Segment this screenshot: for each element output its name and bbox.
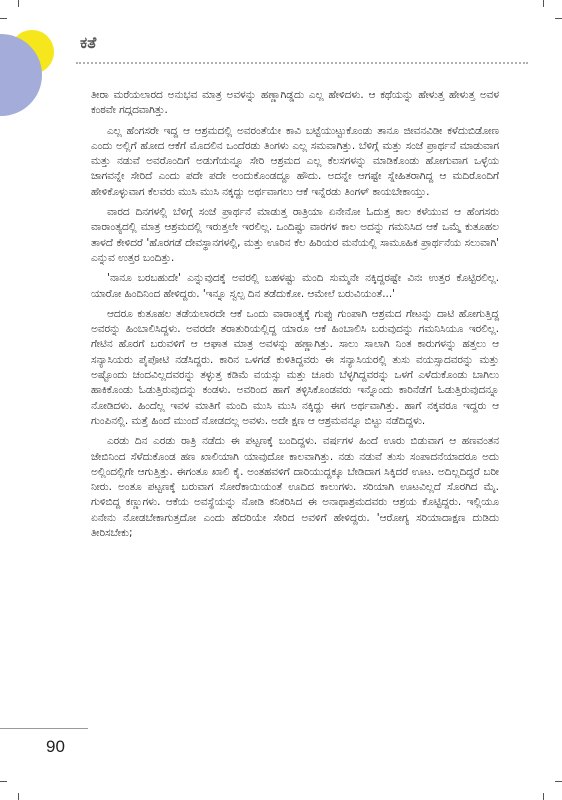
crop-mark xyxy=(543,793,544,800)
paragraph: 'ನಾನೂ ಬರಬಹುದೇ' ಎನ್ನುವುದಕ್ಕೆ ಅವರಲ್ಲಿ ಬಹಳಷ್ಟು ಮಂದಿ ಸುಮ್ಮನೇ ನಕ್ಕಿದ್ದರಷ್ಟೇ ವಿನಃ ಉತ್ತರ ಕೊಟ್ಟಿರಲಿಲ್ಲ. ಯಾರೋ ಹಿಂದಿನಿಂದ ಹೇಳಿದ್ದರು. 'ಇನ್ನೂ ಸ್ವಲ್ಪ ದಿನ ತಡೆದುಕೋ. ಆಮೇಲೆ ಬರುವಿಯಂತೆ...' xyxy=(91,272,499,300)
body-text xyxy=(91,88,499,546)
footer-rule xyxy=(0,728,88,729)
header-dotted-rule xyxy=(76,62,528,64)
paragraph: ಎರಡು ದಿನ ಎರಡು ರಾತ್ರಿ ನಡೆದು ಈ ಪಟ್ಟಣಕ್ಕೆ ಬಂದಿದ್ದಳು. ವರ್ಷಗಳ ಹಿಂದೆ ಊರು ಬಿಡುವಾಗ ಆ ಹಣವಂತನ ಜೇಬಿನಿಂದ ಸೆಳೆದುಕೊಂಡ ಹಣ ಖಾಲಿಯಾಗಿ ಯಾವುದೋ ಕಾಲವಾಗಿತ್ತು. ನಡು ನಡುವೆ ತುಸು ಸಂಪಾದನೆಯಾದರೂ ಅದು ಅಲ್ಲಿಂದಲ್ಲಿಗೇ ಆಗುತ್ತಿತ್ತು. ಈಗಂತೂ ಖಾಲಿ ಕೈ. ಅಂತಹವಳಿಗೆ ದಾರಿಯುದ್ದಕ್ಕೂ ಬೇಡಿದಾಗ ಸಿಕ್ಕಿದರೆ ಊಟ. ಅದಿಲ್ಲದಿದ್ದರೆ ಬರೀ ನೀರು. ಅಂತೂ ಪಟ್ಟಣಕ್ಕೆ ಬರುವಾಗ ಸೋರೆಕಾಯಿಯಂತೆ ಊದಿದ ಕಾಲುಗಳು. ಸರಿಯಾಗಿ ಊಟವಿಲ್ಲದೆ ಸೊರಗಿದ ಮೈ. ಗುಳಿಬಿದ್ದ ಕಣ್ಣುಗಳು. ಆಕೆಯ ಅವಸ್ಥೆಯನ್ನು ನೋಡಿ ಕನಿಕರಿಸಿದ ಈ ಅನಾಥಾಶ್ರಮದವರು ಆಶ್ರಯ ಕೊಟ್ಟಿದ್ದರು. ಇಲ್ಲಿಯೂ ಏನೇನು ನೋಡಬೇಕಾಗುತ್ತದೋ ಎಂದು ಹೆದರಿಯೇ ಸೇರಿದ ಅವಳಿಗೆ ಹೇಳಿದ್ದರು. 'ಆರೋಗ್ಯ ಸರಿಯಾದಾಕ್ಷಣ ದುಡಿದು ತೀರಿಸಬೇಕು; xyxy=(91,435,499,540)
crop-mark xyxy=(18,0,19,7)
page-number: 90 xyxy=(46,737,65,756)
paragraph: ಎಲ್ಲ ಹೆಂಗಸರೇ ಇದ್ದ ಆ ಆಶ್ರಮದಲ್ಲಿ ಅವರಂತೆಯೇ ಕಾವಿ ಬಟ್ಟೆಯುಟ್ಟುಕೊಂಡು ತಾನೂ ಜೀವನವಿಡೀ ಕಳೆದುಬಿಡೋಣ ಎಂದು ಅಲ್ಲಿಗೆ ಹೋದ ಆಕೆಗೆ ಮೊದಲಿನ ಒಂದೆರಡು ತಿಂಗಳು ಎಲ್ಲ ಸಮವಾಗಿತ್ತು. ಬೆಳಿಗ್ಗೆ ಮತ್ತು ಸಂಜೆ ಪ್ರಾರ್ಥನೆ ಮಾಡುವಾಗ ಮತ್ತು ನಡುವೆ ಅವರೊಂದಿಗೆ ಅಡುಗೆಯನ್ನೂ ಸೇರಿ ಆಶ್ರಮದ ಎಲ್ಲ ಕೆಲಸಗಳನ್ನು ಮಾಡಿಕೊಂಡು ಹೋಗುವಾಗ ಒಳ್ಳೆಯ ಜಾಗವನ್ನೇ ಸೇರಿದೆ ಎಂದು ಪದೇ ಪದೇ ಅಂದುಕೊಂಡದ್ದೂ ಹೌದು. ಅದನ್ನೇ ಆಗಷ್ಟೇ ಸ್ನೇಹಿತರಾಗಿದ್ದ ಆ ಮದಿರೊಂದಿಗೆ ಹೇಳಿಕೊಳ್ಳುವಾಗ ಕೆಲವರು ಮುಸಿ ಮುಸಿ ನಕ್ಕದ್ದು ಅರ್ಥವಾಗಲು ಆಕೆ ಇನ್ನೆರಡು ತಿಂಗಳ್ ಕಾಯಬೇಕಾಯ್ತು. xyxy=(91,124,499,198)
crop-mark xyxy=(18,793,19,800)
crop-mark xyxy=(0,781,7,782)
paragraph: ವಾರದ ದಿನಗಳಲ್ಲಿ ಬೆಳಿಗ್ಗೆ ಸಂಜೆ ಪ್ರಾರ್ಥನೆ ಮಾಡುತ್ತ ರಾತ್ರಿಯಾ ಏನೇನೋ ಓದುತ್ತ ಕಾಲ ಕಳೆಯುವ ಆ ಹೆಂಗಸರು ವಾರಾಂತ್ಯದಲ್ಲಿ ಮಾತ್ರ ಆಶ್ರಮದಲ್ಲಿ ಇರುತ್ತಲೇ ಇರಲಿಲ್ಲ. ಒಂದಿಷ್ಟು ವಾರಗಳ ಕಾಲ ಅದನ್ನು ಗಮನಿಸಿದ ಆಕೆ ಒಮ್ಮೆ ಕುತೂಹಲ ತಾಳದೆ ಕೇಳಿದರೆ 'ಹೊರಗಡೆ ದೇವಸ್ಥಾನಗಳಲ್ಲಿ, ಮತ್ತು ಊರಿನ ಕೆಲ ಹಿರಿಯರ ಮನೆಯಲ್ಲಿ ಸಾಮೂಹಿಕ ಪ್ರಾರ್ಥನೆಯ ಸಲುವಾಗಿ' ಎನ್ನುವ ಉತ್ತರ ಬಂದಿತ್ತು. xyxy=(91,206,499,264)
crop-mark xyxy=(555,781,562,782)
crop-mark xyxy=(555,18,562,19)
crop-mark xyxy=(0,18,7,19)
crop-mark xyxy=(543,0,544,7)
paragraph: ಆದರೂ ಕುತೂಹಲ ತಡೆಯಲಾರದೇ ಆಕೆ ಒಂದು ವಾರಾಂತ್ಯಕ್ಕೆ ಗುಪ್ಪು ಗುಂಪಾಗಿ ಆಶ್ರಮದ ಗೇಟನ್ನು ದಾಟಿ ಹೋಗುತ್ತಿದ್ದ ಅವರನ್ನು ಹಿಂಬಾಲಿಸಿದ್ದಳು. ಅವರದೇ ತರಾತುರಿಯಲ್ಲಿದ್ದ ಯಾರೂ ಆಕೆ ಹಿಂಬಾಲಿಸಿ ಬರುವುದನ್ನು ಗಮನಿಸಿಯೂ ಇರಲಿಲ್ಲ. ಗೇಟಿನ ಹೊರಗೆ ಬರುವಳಿಗೆ ಆ ಆಘಾತ ಮಾತ್ರ ಅವಳನ್ನು ಹಣ್ಣಾಗಿತ್ತು. ಸಾಲು ಸಾಲಾಗಿ ನಿಂತ ಕಾರುಗಳನ್ನು ಹತ್ತಲು ಆ ಸನ್ಯಾಸಿಯರು ಪೈಪೋಟಿ ನಡೆಸಿದ್ದರು. ಕಾರಿನ ಒಳಗಡೆ ಕುಳಿತಿದ್ದವರು ಈ ಸನ್ಯಾಸಿಯರಲ್ಲಿ ತುಸು ವಯಸ್ಸಾದವರನ್ನು ಮತ್ತು ಅಷ್ಟೊಂದು ಚಂದವಿಲ್ಲದವರನ್ನು ತಳ್ಳುತ್ತ ಕಡಿಮೆ ವಯಸ್ಸು ಮತ್ತು ಚೂರು ಬೆಳ್ಳಗಿದ್ದವರನ್ನು ಒಳಗೆ ಎಳೆದುಕೊಂಡು ಬಾಗಿಲು ಹಾಕಿಕೊಂಡು ಓಡುತ್ತಿರುವುದನ್ನು ಕಂಡಳು. ಅವರಿಂದ ಹಾಗೆ ತಳ್ಳಿಸಿಕೊಂಡವರು ಇನ್ನೊಂದು ಕಾರಿನೆಡೆಗೆ ಓಡುತ್ತಿರುವುದನ್ನೂ ನೋಡಿದಳು. ಹಿಂದೆಲ್ಲ ಇವಳ ಮಾತಿಗೆ ಮಂದಿ ಮುಸಿ ಮುಸಿ ನಕ್ಕಿದ್ದು ಈಗ ಅರ್ಥವಾಗಿತ್ತು. ಹಾಗೆ ನಕ್ಕವರೂ ಇದ್ದರು ಆ ಗುಂಪಿನಲ್ಲಿ. ಮತ್ತೆ ಹಿಂದೆ ಮುಂದೆ ನೋಡದಲ್ಲ ಅವಳು. ಅದೇ ಕ್ಷಣ ಆ ಆಶ್ರಮವನ್ನೂ ಬಿಟ್ಟು ನಡೆದಿದ್ದಳು. xyxy=(91,307,499,427)
section-title: ಕತೆ xyxy=(80,33,97,52)
paragraph: ತೀರಾ ಮರೆಯಲಾರದ ಅನುಭವ ಮಾತ್ರ ಅವಳನ್ನು ಹಣ್ಣಾಗಿಡ್ಡದು ಎಲ್ಲ ಹೇಳಿದಳು. ಆ ಕಥೆಯನ್ನು ಹೇಳುತ್ತ ಹೇಳುತ್ತ ಅವಳ ಕಂಠವೇ ಗದ್ಗದವಾಗಿತ್ತು. xyxy=(91,89,499,117)
